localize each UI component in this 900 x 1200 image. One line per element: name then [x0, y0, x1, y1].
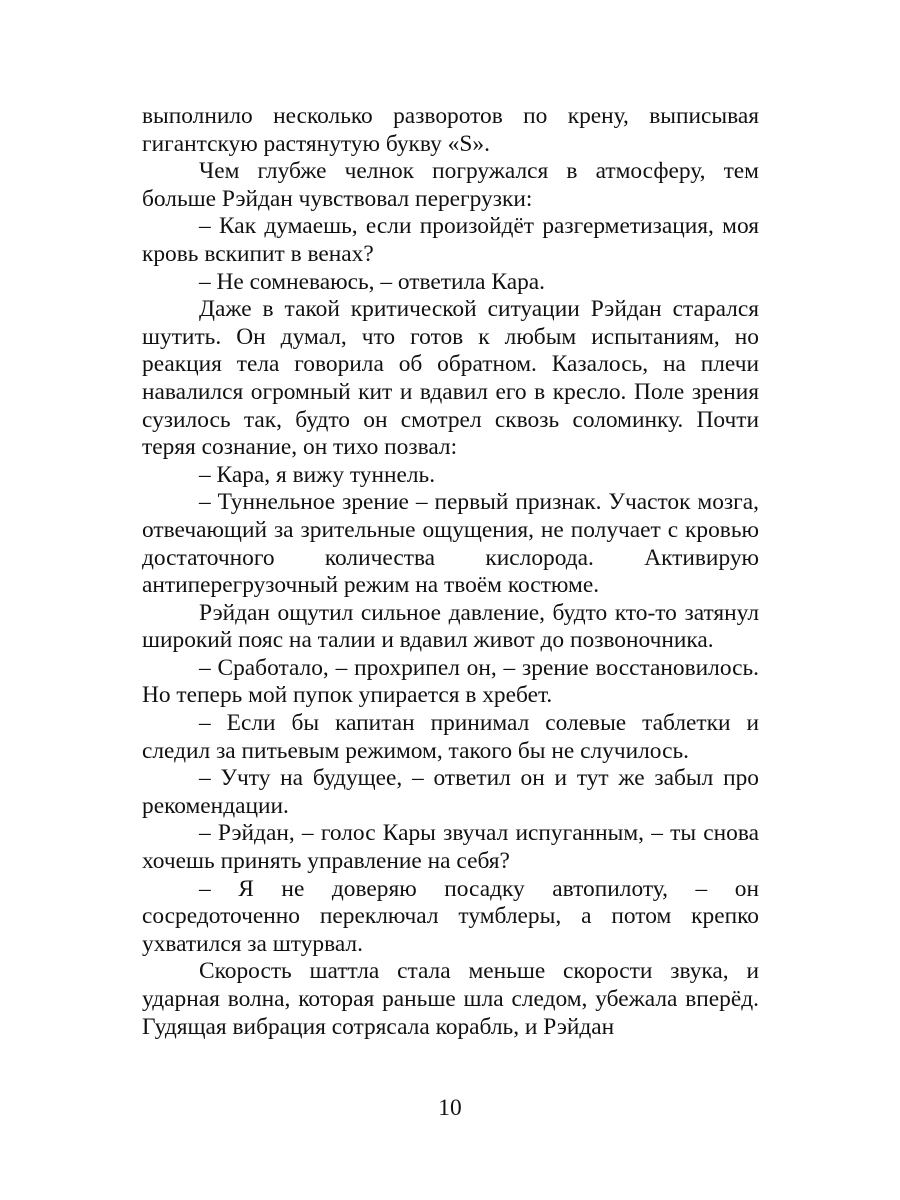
paragraph-2: Чем глубже челнок погружался в атмосферу, тем больше Рэйдан чувствовал перегрузки:: [142, 158, 759, 212]
paragraph-5: Даже в такой критической ситуации Рэйдан старался шутить. Он думал, что готов к любым испытаниям, но реакция тела говорила об обратном. Казалось, на плечи навалился огромный кит и вдавил его в кресло. Поле зрения сузилось так, будто он смотрел сквозь соломинку. Почти теряя сознание, он тихо позвал:: [142, 296, 759, 461]
paragraph-10: – Если бы капитан принимал солевые таблетки и следил за питьевым режимом, такого бы не случилось.: [142, 710, 759, 764]
paragraph-7: – Туннельное зрение – первый признак. Участок мозга, отвечающий за зрительные ощущения, не получает с кровью достаточного количества кислорода. Активирую антиперегрузочный режим на твоём костюме.: [142, 489, 759, 599]
paragraph-14: Скорость шаттла стала меньше скорости звука, и ударная волна, которая раньше шла следом, убежала вперёд. Гудящая вибрация сотрясала корабль, и Рэйдан: [142, 958, 759, 1040]
paragraph-11: – Учту на будущее, – ответил он и тут же забыл про рекомендации.: [142, 765, 759, 819]
page-number: 10: [438, 1095, 462, 1121]
paragraph-1: выполнило несколько разворотов по крену, выписывая гигантскую растянутую букву «S».: [142, 103, 759, 157]
paragraph-9: – Сработало, – прохрипел он, – зрение восстановилось. Но теперь мой пупок упирается в хребет.: [142, 654, 759, 709]
paragraph-3: – Как думаешь, если произойдёт разгерметизация, моя кровь вскипит в венах?: [142, 213, 759, 267]
paragraph-12: – Рэйдан, – голос Кары звучал испуганным, – ты снова хочешь принять управление на себя?: [142, 820, 759, 875]
paragraph-8: Рэйдан ощутил сильное давление, будто кто-то затянул широкий пояс на талии и вдавил живот до позвоночника.: [142, 599, 759, 654]
paragraph-6: – Кара, я вижу туннель.: [199, 461, 436, 488]
body-text: [142, 103, 759, 1041]
paragraph-13: – Я не доверяю посадку автопилоту, – он сосредоточенно переключал тумблеры, а потом крепко ухватился за штурвал.: [142, 875, 759, 957]
paragraph-4: – Не сомневаюсь, – ответила Кара.: [199, 268, 546, 295]
